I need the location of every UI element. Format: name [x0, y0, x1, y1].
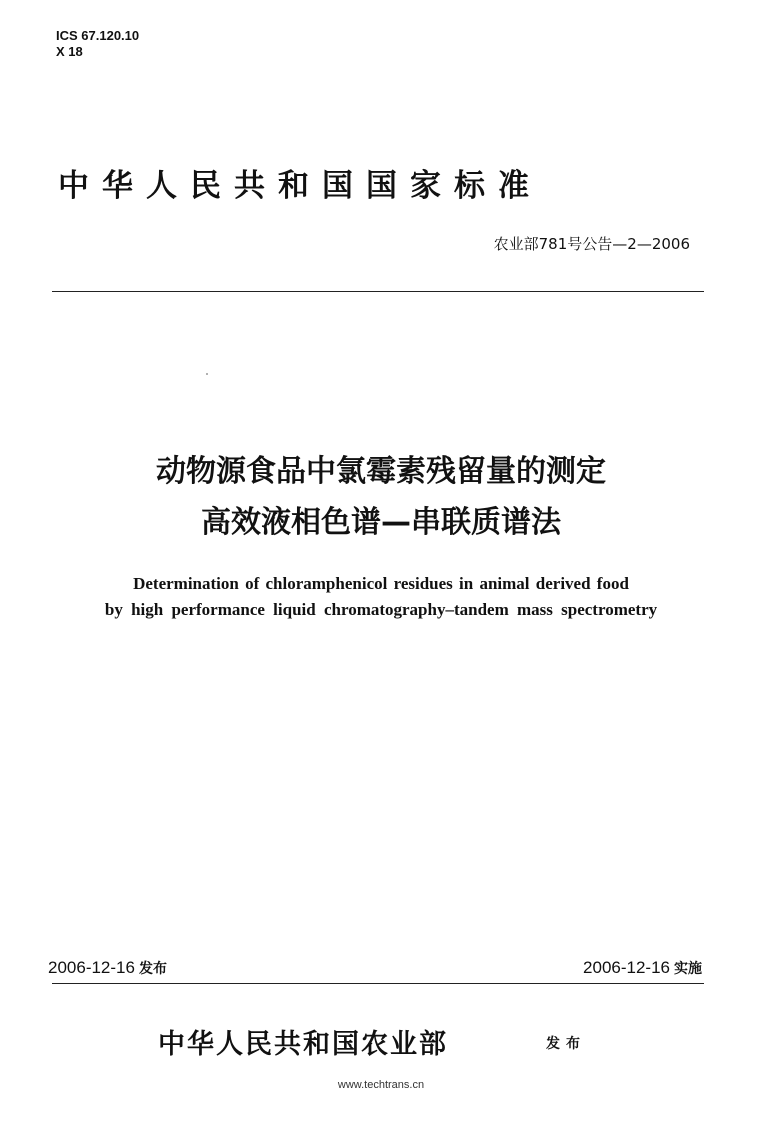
- issue-date-block: [48, 958, 167, 978]
- footer-url: www.techtrans.cn: [337, 1079, 425, 1091]
- document-title-cn-line2: 高效液相色谱—串联质谱法: [201, 505, 561, 540]
- issuer-name: 中华人民共和国农业部: [158, 1029, 448, 1060]
- effective-date-block: [583, 958, 702, 978]
- document-title-en-line1: Determination of chloramphenicol residues in animal derived food: [133, 574, 629, 593]
- scan-speck: [206, 373, 208, 375]
- top-divider: [52, 291, 704, 292]
- classification-code: X 18: [56, 44, 83, 59]
- effective-label: 实施: [674, 961, 702, 977]
- bottom-divider: [52, 983, 704, 984]
- ics-code: ICS 67.120.10: [56, 28, 140, 43]
- document-title-cn-line1: 动物源食品中氯霉素残留量的测定: [156, 454, 606, 489]
- document-title-en-line2: by high performance liquid chromatography–tandem mass spectrometry: [104, 600, 658, 619]
- issuer-suffix: 发布: [546, 1036, 586, 1052]
- issue-label: 发布: [138, 961, 167, 977]
- header-codes: [56, 28, 139, 60]
- standard-title: 中华人民共和国国家标准: [58, 168, 542, 204]
- issue-date: 2006-12-16: [48, 958, 135, 977]
- effective-date: 2006-12-16: [583, 958, 670, 977]
- standard-number: 农业部781号公告—2—2006: [493, 235, 690, 253]
